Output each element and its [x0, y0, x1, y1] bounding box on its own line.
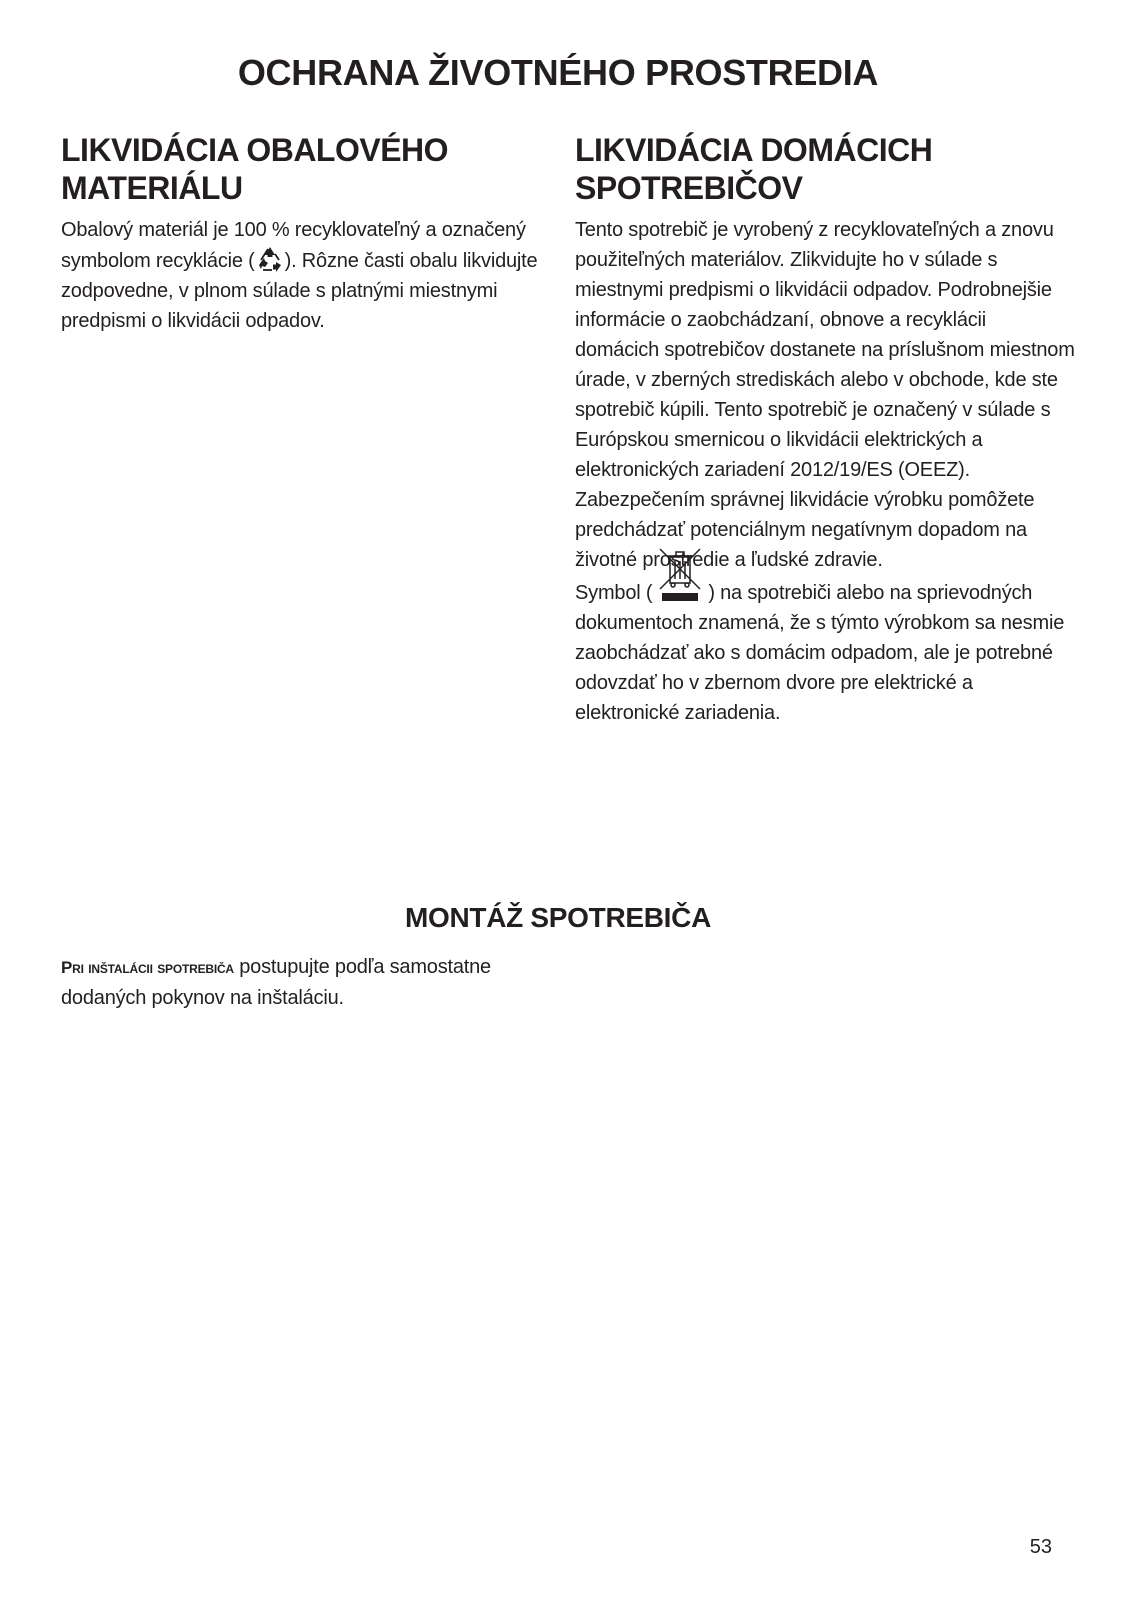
appliances-paragraph-2: [575, 575, 1075, 728]
appliances-paragraph-1: Tento spotrebič je vyrobený z recyklovateľných a znovu použiteľných materiálov. Zlikvidujte ho v súlade s miestnymi predpismi o likvidácii odpadov. Podrobnejšie informácie o zaobchádzaní, obnove a recyklácii domácich spotrebičov dostanete na príslušnom miestnom úrade, v zberných strediskách alebo v obchode, kde ste spotrebič kúpili. Tento spotrebič je označený v súlade s Európskou smernicou o likvidácii elektrických a elektronických zariadení 2012/19/ES (OEEZ). Zabezpečením správnej likvidácie výrobku pomôžete predchádzať potenciálnym negatívnym dopadom na životné prostredie a ľudské zdravie.: [575, 219, 1075, 571]
assembly-text: [61, 952, 581, 1013]
assembly-heading: MONTÁŽ SPOTREBIČA: [404, 902, 711, 933]
appliances-section: [575, 131, 1075, 728]
page-number: 53: [1029, 1536, 1052, 1558]
appliances-heading: LIKVIDÁCIA DOMÁCICH SPOTREBIČOV: [575, 132, 933, 206]
packaging-text-start: Obalový materiál je 100 % recyklovateľný a označený symbolom recyklácie (: [61, 219, 526, 272]
recycle-icon: [255, 245, 285, 273]
assembly-body: postupujte podľa samostatne dodaných pokynov na inštaláciu.: [61, 956, 491, 1009]
packaging-text: [61, 215, 539, 336]
crossed-out-bin-icon: [652, 575, 708, 603]
page-title: OCHRANA ŽIVOTNÉHO PROSTREDIA: [237, 52, 879, 93]
weee-text-end: ) na spotrebiči alebo na sprievodných dokumentoch znamená, že s týmto výrobkom sa nesmie zaobchádzať ako s domácim odpadom, ale je potrebné odovzdať ho v zbernom dvore pre elektrické a elektronické zariadenia.: [575, 582, 1065, 724]
weee-text-start: Symbol (: [575, 582, 653, 604]
packaging-text-end: ). Rôzne časti obalu likvidujte zodpovedne, v plnom súlade s platnými miestnymi predpismi o likvidácii odpadov.: [61, 250, 538, 332]
packaging-section: [61, 131, 539, 336]
assembly-lead: Pri inštalácii spotrebiča: [61, 958, 234, 977]
packaging-heading: LIKVIDÁCIA OBALOVÉHO MATERIÁLU: [61, 132, 449, 206]
